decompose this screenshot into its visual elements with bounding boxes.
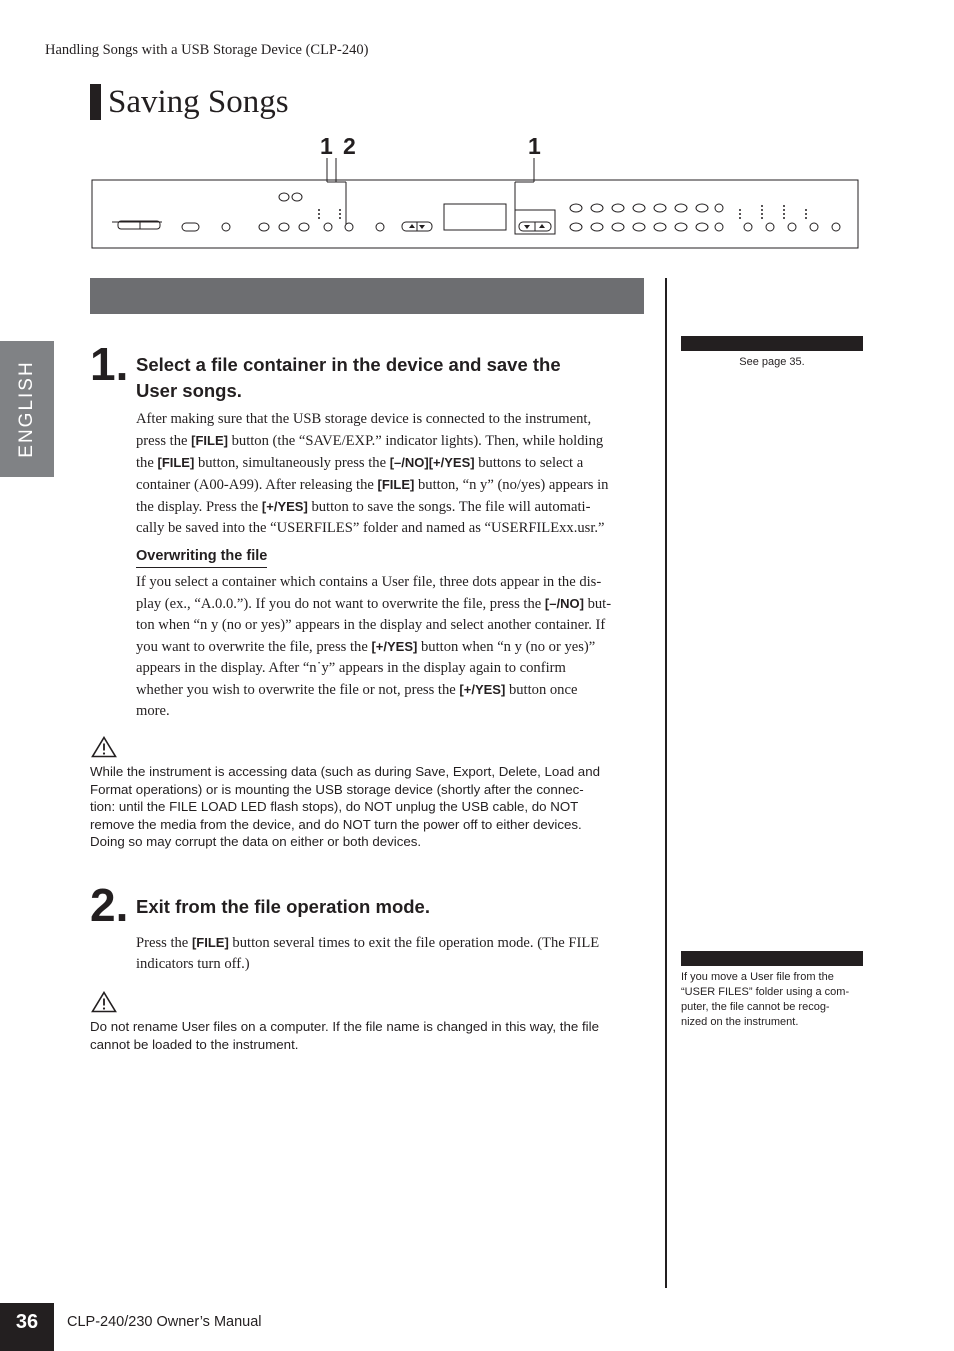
- running-head: Handling Songs with a USB Storage Device (CLP-240): [45, 42, 369, 58]
- language-tab: [0, 341, 54, 477]
- callout-step-2: 2: [343, 133, 356, 159]
- text-line: While the instrument is accessing data (such as during Save, Export, Delete, Load and: [90, 764, 600, 779]
- side-note-1: See page 35.: [739, 356, 805, 368]
- text-line: the [FILE] button, simultaneously press the [–/NO][+/YES] buttons to select a: [136, 455, 584, 471]
- text-line: cally be saved into the “USERFILES” folder and named as “USERFILExx.usr.”: [136, 520, 605, 536]
- side-note-bar-2: [681, 951, 863, 966]
- page-number: 36: [15, 1311, 39, 1333]
- step-2-heading: Exit from the file operation mode.: [136, 896, 430, 917]
- page-title: Saving Songs: [108, 84, 289, 120]
- button-reference: [–/NO]: [544, 596, 584, 611]
- overwriting-body: [136, 572, 611, 722]
- text-line: whether you wish to overwrite the file or not, press the [+/YES] button once: [136, 682, 578, 698]
- button-reference: [+/YES]: [261, 499, 308, 514]
- step-1-body: [136, 409, 608, 539]
- callout-step-1-right: 1: [528, 133, 541, 159]
- button-reference: [FILE]: [377, 477, 415, 492]
- button-reference: [FILE]: [157, 455, 195, 470]
- text-line: the display. Press the [+/YES] button to save the songs. The file will automati-: [136, 499, 591, 515]
- caution-icon: [91, 736, 117, 758]
- text-line: If you move a User file from the: [681, 971, 834, 983]
- caution-icon: [91, 991, 117, 1013]
- text-line: appears in the display. After “n˙y” appears in the display again to confirm: [136, 660, 566, 676]
- step-1-number: 1.: [90, 338, 129, 390]
- text-line: play (ex., “A.0.0.”). If you do not want to overwrite the file, press the [–/NO] but-: [136, 596, 612, 612]
- text-line: you want to overwrite the file, press the [+/YES] button when “n y (no or yes)”: [136, 639, 596, 655]
- text-line: more.: [136, 703, 170, 719]
- side-note-bar-1: [681, 336, 863, 351]
- text-line: nized on the instrument.: [681, 1016, 799, 1028]
- text-line: remove the media from the device, and do NOT turn the power off to either devices.: [90, 816, 582, 832]
- language-tab-label: ENGLISH: [16, 360, 37, 458]
- text-line: press the [FILE] button (the “SAVE/EXP.” indicator lights). Then, while holding: [136, 433, 604, 449]
- text-line: ton when “n y (no or yes)” appears in the display and select another container. If: [136, 617, 606, 633]
- control-panel-illustration: [90, 130, 860, 252]
- title-marker-bar: [90, 84, 101, 120]
- step-2-number: 2.: [90, 879, 129, 931]
- callout-step-1-left: 1: [320, 133, 333, 159]
- text-line: puter, the file cannot be recog-: [681, 1001, 830, 1013]
- caution-2-text: [90, 1018, 599, 1053]
- button-reference: [FILE]: [191, 433, 228, 448]
- step-1-heading: Select a file container in the device and save the User songs.: [136, 354, 561, 401]
- overwriting-subheading: Overwriting the file: [136, 546, 267, 568]
- caution-1-text: [90, 763, 600, 851]
- text-line: Doing so may corrupt the data on either or both devices.: [90, 834, 422, 850]
- text-line: Format operations) or is mounting the USB storage device (shortly after the connec-: [90, 781, 584, 797]
- button-reference: [+/YES]: [371, 639, 418, 654]
- column-divider: [665, 278, 667, 1288]
- button-reference: [FILE]: [191, 935, 229, 950]
- side-note-2: [681, 970, 849, 1030]
- text-line: indicators turn off.): [136, 956, 250, 972]
- text-line: Press the [FILE] button several times to exit the file operation mode. (The FILE: [136, 935, 600, 951]
- button-reference: [–/NO][+/YES]: [389, 455, 475, 470]
- footer-manual-title: CLP-240/230 Owner’s Manual: [67, 1314, 262, 1330]
- text-line: container (A00-A99). After releasing the [FILE] button, “n y” (no/yes) appears in: [136, 477, 609, 493]
- text-line: cannot be loaded to the instrument.: [90, 1036, 299, 1052]
- text-line: Do not rename User files on a computer. If the file name is changed in this way, the file: [90, 1019, 599, 1034]
- text-line: tion: until the FILE LOAD LED flash stops), do NOT unplug the USB cable, do NOT: [90, 799, 579, 815]
- step-2-body: [136, 932, 599, 975]
- text-line: “USER FILES” folder using a com-: [681, 986, 850, 998]
- button-reference: [+/YES]: [459, 682, 506, 697]
- text-line: If you select a container which contains a User file, three dots appear in the dis-: [136, 574, 602, 590]
- text-line: After making sure that the USB storage device is connected to the instrument,: [136, 411, 592, 427]
- section-band: [90, 278, 644, 314]
